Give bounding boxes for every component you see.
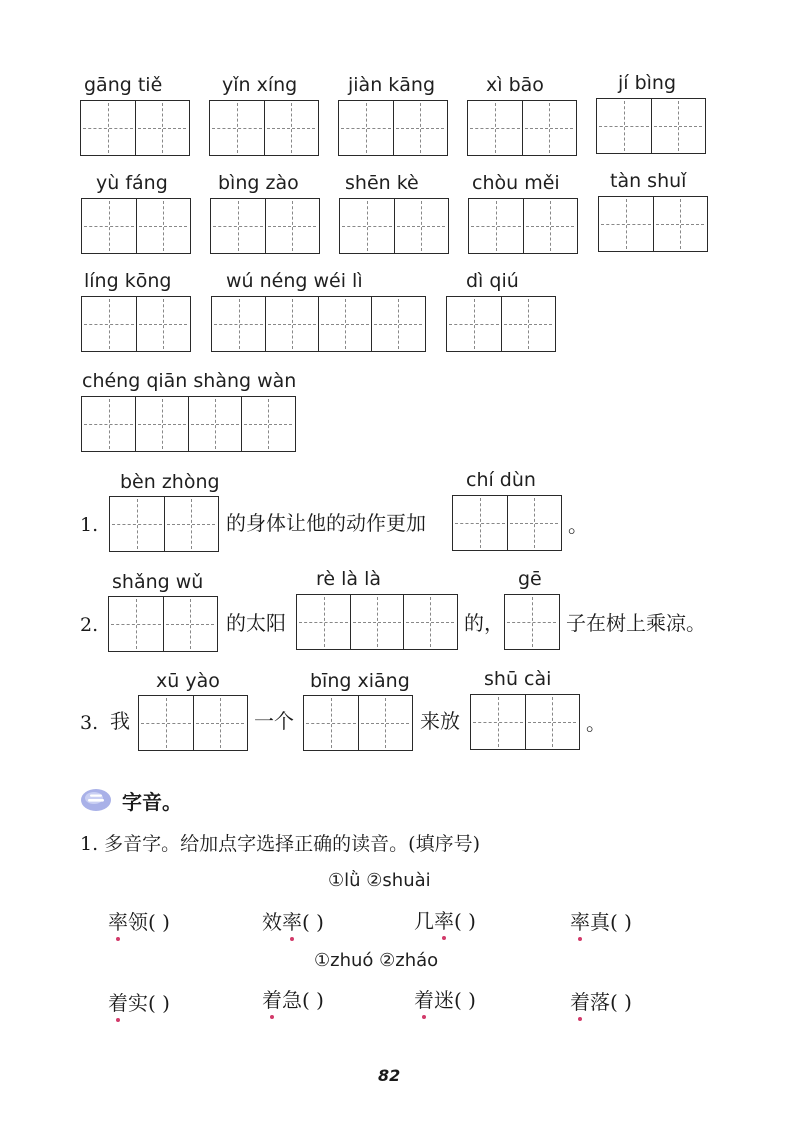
writing-grid[interactable] xyxy=(81,396,296,452)
pinyin-label: gāng tiě xyxy=(84,74,163,96)
sentence-number: 3. xyxy=(80,712,99,734)
pronunciation-options: ①zhuó ②zháo xyxy=(314,950,439,971)
writing-grid[interactable] xyxy=(210,198,320,254)
pinyin-label: jiàn kāng xyxy=(348,74,436,96)
polyphone-item[interactable]: 着 迷( ) xyxy=(414,988,476,1012)
writing-grid[interactable] xyxy=(470,694,580,750)
writing-grid[interactable] xyxy=(81,296,191,352)
section-title: 字音。 xyxy=(122,790,182,814)
sentence-end: 。 xyxy=(586,711,606,735)
writing-grid[interactable] xyxy=(339,198,449,254)
pinyin-label: xū yào xyxy=(156,670,220,692)
sentence-text: 子在树上乘凉。 xyxy=(566,611,706,635)
pinyin-label: shēn kè xyxy=(345,172,419,194)
pinyin-label: xì bāo xyxy=(486,74,544,96)
writing-grid[interactable] xyxy=(452,495,562,551)
polyphone-item[interactable]: 着 落( ) xyxy=(570,990,632,1014)
writing-grid[interactable] xyxy=(446,296,556,352)
writing-grid[interactable] xyxy=(504,594,560,650)
writing-grid[interactable] xyxy=(80,100,190,156)
pinyin-label: bèn zhòng xyxy=(120,471,220,493)
sentence-number: 1. xyxy=(80,514,99,536)
polyphone-item[interactable]: 效率 ( ) xyxy=(262,910,324,934)
sentence-text: 一个 xyxy=(254,709,294,733)
pinyin-label: tàn shuǐ xyxy=(610,170,687,192)
pinyin-label: chí dùn xyxy=(466,469,536,491)
sentence-number: 2. xyxy=(80,614,99,636)
pinyin-label: shū cài xyxy=(484,668,552,690)
sentence-text: 来放 xyxy=(420,709,460,733)
section-number-icon xyxy=(80,788,112,812)
polyphone-item[interactable]: 率 真( ) xyxy=(570,910,632,934)
pinyin-label: wú néng wéi lì xyxy=(226,270,363,292)
writing-grid[interactable] xyxy=(303,695,413,751)
pinyin-label: líng kōng xyxy=(84,270,172,292)
pinyin-label: rè là là xyxy=(316,568,382,590)
polyphone-item[interactable]: 率 领( ) xyxy=(108,910,170,934)
pronunciation-options: ①lǜ ②shuài xyxy=(328,870,431,891)
writing-grid[interactable] xyxy=(338,100,448,156)
pinyin-label: chòu měi xyxy=(472,172,560,194)
pinyin-label: yù fáng xyxy=(96,172,168,194)
writing-grid[interactable] xyxy=(108,596,218,652)
sentence-text: 的身体让他的动作更加 xyxy=(226,511,426,535)
pinyin-label: bìng zào xyxy=(218,172,299,194)
pinyin-label: chéng qiān shàng wàn xyxy=(82,370,297,392)
writing-grid[interactable] xyxy=(598,196,708,252)
pinyin-label: yǐn xíng xyxy=(222,74,298,96)
question-text: 1. 多音字。给加点字选择正确的读音。(填序号) xyxy=(80,833,480,855)
pinyin-label: shǎng wǔ xyxy=(112,571,204,593)
writing-grid[interactable] xyxy=(81,198,191,254)
writing-grid[interactable] xyxy=(468,198,578,254)
sentence-text: 的， xyxy=(464,611,504,635)
pinyin-label: gē xyxy=(518,568,542,590)
writing-grid[interactable] xyxy=(596,98,706,154)
writing-grid[interactable] xyxy=(211,296,426,352)
polyphone-item[interactable]: 几率 ( ) xyxy=(414,909,476,933)
page-number: 82 xyxy=(378,1066,401,1085)
pinyin-label: dì qiú xyxy=(466,270,519,292)
polyphone-item[interactable]: 着 实( ) xyxy=(108,991,170,1015)
sentence-text: 我 xyxy=(110,709,130,733)
pinyin-label: jí bìng xyxy=(618,72,677,94)
sentence-end: 。 xyxy=(568,513,588,537)
sentence-text: 的太阳 xyxy=(226,611,286,635)
writing-grid[interactable] xyxy=(138,695,248,751)
writing-grid[interactable] xyxy=(209,100,319,156)
writing-grid[interactable] xyxy=(467,100,577,156)
polyphone-item[interactable]: 着 急( ) xyxy=(262,988,324,1012)
pinyin-label: bīng xiāng xyxy=(310,670,410,692)
writing-grid[interactable] xyxy=(109,496,219,552)
writing-grid[interactable] xyxy=(296,594,458,650)
